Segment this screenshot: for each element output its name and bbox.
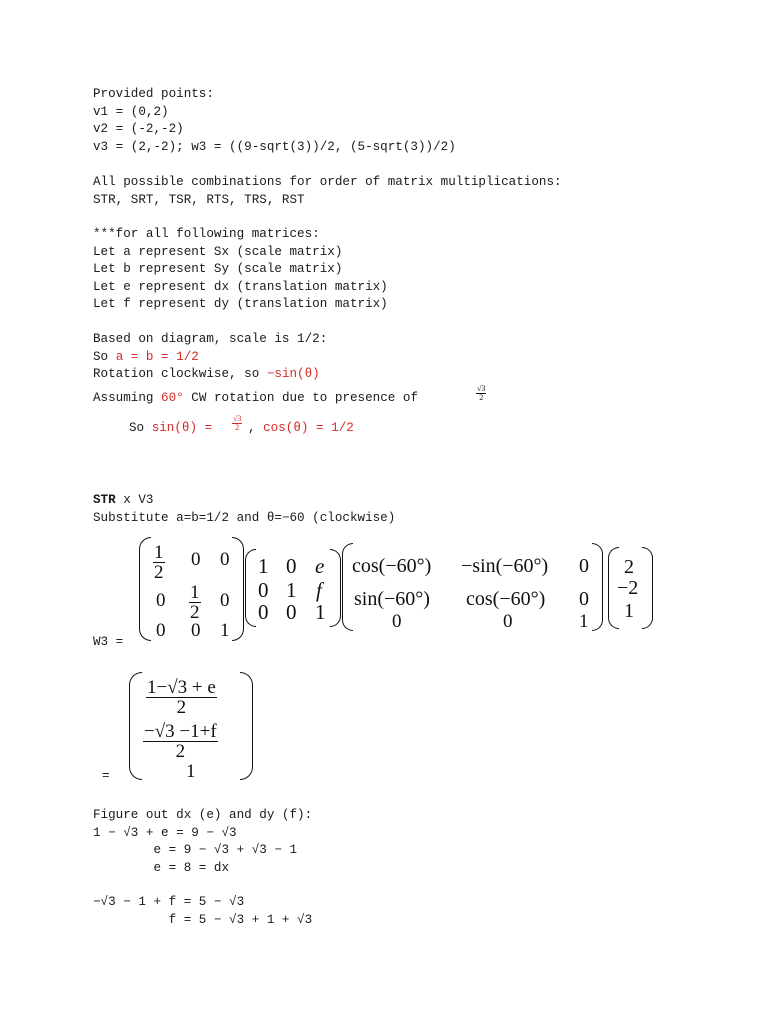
str-label: STR bbox=[93, 493, 116, 507]
scale-m22 bbox=[189, 583, 201, 622]
solution-step-5: −√3 − 1 + f = 5 − √3 bbox=[93, 895, 245, 909]
assuming-prefix: Assuming bbox=[93, 391, 162, 405]
cos-part bbox=[248, 420, 354, 438]
str-suffix: x V3 bbox=[115, 493, 154, 507]
translation-m22: 1 bbox=[286, 578, 297, 602]
sqrt3-over-2-fraction bbox=[476, 385, 486, 402]
rotation-matrix-right-paren bbox=[592, 543, 603, 631]
rotation-m11: cos(−60°) bbox=[352, 555, 432, 577]
so-prefix: So bbox=[93, 349, 116, 364]
scale-m11 bbox=[153, 543, 165, 582]
fraction-denominator: 2 bbox=[479, 393, 484, 402]
half-num: 1 bbox=[154, 542, 164, 563]
result-row1 bbox=[146, 678, 217, 717]
sin-cos-line bbox=[129, 420, 220, 438]
combinations-list: STR, SRT, TSR, RTS, TRS, RST bbox=[93, 192, 305, 207]
translation-m12: 0 bbox=[286, 554, 297, 578]
half-den: 2 bbox=[154, 562, 164, 583]
result-row1-numerator: 1−√3 + e bbox=[147, 677, 216, 698]
equals-sign: = bbox=[102, 769, 110, 783]
translation-m23: f bbox=[316, 578, 322, 602]
scale-value-line bbox=[93, 349, 199, 367]
scale-heading: Based on diagram, scale is 1/2: bbox=[93, 332, 328, 346]
v2-line: v2 = (-2,-2) bbox=[93, 122, 184, 136]
sin-prefix: So bbox=[129, 421, 152, 435]
v3-x: 2 bbox=[624, 556, 634, 578]
translation-m33: 1 bbox=[315, 600, 326, 624]
v3-w: 1 bbox=[624, 600, 634, 622]
half-num: 1 bbox=[190, 582, 200, 603]
translation-matrix-right-paren bbox=[330, 549, 341, 627]
sin-fraction-denominator: 2 bbox=[235, 423, 240, 432]
rotation-m13: 0 bbox=[579, 555, 589, 577]
rotation-m22: cos(−60°) bbox=[466, 588, 546, 610]
rotation-m33: 1 bbox=[579, 611, 589, 632]
result-row2-numerator: −√3 −1+f bbox=[144, 721, 217, 742]
rotation-m32: 0 bbox=[503, 611, 513, 632]
scale-m21: 0 bbox=[156, 590, 166, 611]
rotation-sign: −sin(θ) bbox=[266, 367, 320, 381]
fraction-numerator: √3 bbox=[477, 384, 486, 393]
str-heading bbox=[93, 492, 153, 510]
scale-m23: 0 bbox=[220, 590, 230, 611]
let-b-line: Let b represent Sy (scale matrix) bbox=[93, 262, 343, 276]
provided-points-heading: Provided points: bbox=[93, 87, 214, 101]
translation-m32: 0 bbox=[286, 600, 297, 624]
result-row1-denominator: 2 bbox=[176, 697, 187, 718]
scale-m12: 0 bbox=[191, 549, 201, 570]
scale-value: a = b = 1/2 bbox=[115, 349, 199, 364]
rotation-prefix: Rotation clockwise, so bbox=[93, 367, 267, 381]
let-a-line: Let a represent Sx (scale matrix) bbox=[93, 244, 343, 259]
scale-m13: 0 bbox=[220, 549, 230, 570]
translation-m21: 0 bbox=[258, 578, 269, 602]
let-e-line: Let e represent dx (translation matrix) bbox=[93, 279, 388, 294]
let-f-line: Let f represent dy (translation matrix) bbox=[93, 297, 388, 311]
scale-m33: 1 bbox=[220, 620, 230, 641]
result-row2-denominator: 2 bbox=[175, 741, 186, 762]
rotation-m12: −sin(−60°) bbox=[461, 555, 549, 577]
scale-m32: 0 bbox=[191, 620, 201, 641]
rotation-m23: 0 bbox=[579, 588, 589, 610]
figure-out-heading: Figure out dx (e) and dy (f): bbox=[93, 808, 313, 822]
result-vector-right-paren bbox=[240, 672, 253, 780]
scale-matrix-left-paren bbox=[139, 537, 151, 641]
solution-step-3: e = 8 = dx bbox=[93, 860, 230, 875]
following-matrices-note: ***for all following matrices: bbox=[93, 227, 320, 241]
v1-line: v1 = (0,2) bbox=[93, 104, 169, 119]
v3-vector-right-paren bbox=[642, 547, 653, 629]
assuming-line bbox=[93, 390, 426, 408]
scale-matrix-right-paren bbox=[232, 537, 244, 641]
scale-m31: 0 bbox=[156, 620, 166, 641]
translation-m13: e bbox=[315, 554, 325, 578]
result-vector-left-paren bbox=[129, 672, 142, 780]
solution-step-2: e = 9 − √3 + √3 − 1 bbox=[93, 843, 298, 857]
sin-value-fraction bbox=[232, 415, 242, 432]
result-row3: 1 bbox=[186, 761, 196, 782]
translation-matrix-left-paren bbox=[245, 549, 256, 627]
sin-label: sin(θ) = bbox=[151, 421, 220, 435]
sin-fraction-numerator: √3 bbox=[233, 414, 242, 423]
translation-m31: 0 bbox=[258, 600, 269, 624]
v3-w3-line: v3 = (2,-2); w3 = ((9-sqrt(3))/2, (5-sqrt(3))/2) bbox=[93, 139, 456, 154]
combinations-heading: All possible combinations for order of matrix multiplications: bbox=[93, 175, 562, 189]
result-row2 bbox=[143, 722, 218, 761]
translation-m11: 1 bbox=[258, 554, 269, 578]
cos-value: cos(θ) = 1/2 bbox=[263, 421, 354, 435]
solution-step-1: 1 − √3 + e = 9 − √3 bbox=[93, 825, 237, 840]
half-den: 2 bbox=[190, 602, 200, 623]
substitute-line: Substitute a=b=1/2 and θ=−60 (clockwise) bbox=[93, 511, 396, 525]
w3-equals-label: W3 = bbox=[93, 635, 124, 649]
solution-step-6: f = 5 − √3 + 1 + √3 bbox=[93, 912, 313, 927]
assuming-suffix: CW rotation due to presence of bbox=[183, 391, 426, 405]
separator: , bbox=[248, 421, 264, 435]
rotation-angle: 60° bbox=[161, 391, 184, 405]
rotation-m31: 0 bbox=[392, 611, 402, 632]
rotation-m21: sin(−60°) bbox=[354, 588, 430, 610]
rotation-line bbox=[93, 366, 320, 384]
v3-y: −2 bbox=[617, 577, 639, 599]
